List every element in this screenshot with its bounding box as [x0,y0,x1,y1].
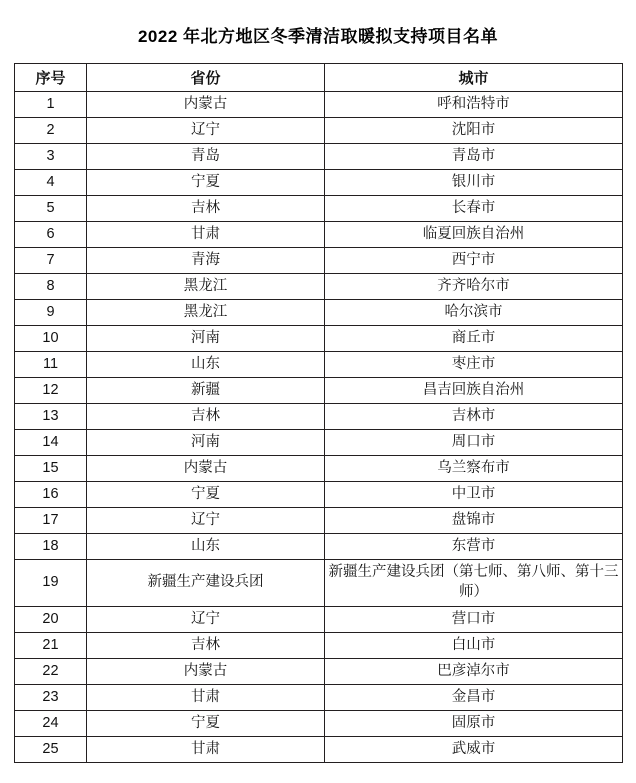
table-header [15,64,623,92]
table-header-row [15,64,623,92]
column-header-no: 序号 [15,64,87,92]
cell-no: 4 [15,170,87,196]
table-row [15,560,623,607]
cell-province: 宁夏 [87,170,325,196]
table-row [15,92,623,118]
table-row [15,607,623,633]
cell-city: 呼和浩特市 [325,92,623,118]
cell-province: 山东 [87,352,325,378]
cell-city: 周口市 [325,430,623,456]
cell-province: 吉林 [87,633,325,659]
cell-no: 12 [15,378,87,404]
cell-province: 内蒙古 [87,659,325,685]
cell-city: 枣庄市 [325,352,623,378]
cell-city: 哈尔滨市 [325,300,623,326]
cell-no: 22 [15,659,87,685]
cell-no: 2 [15,118,87,144]
cell-no: 19 [15,560,87,607]
cell-city: 临夏回族自治州 [325,222,623,248]
table-row [15,456,623,482]
cell-province: 辽宁 [87,118,325,144]
cell-city: 长春市 [325,196,623,222]
cell-province: 青海 [87,248,325,274]
cell-no: 3 [15,144,87,170]
table-body [15,92,623,763]
cell-province: 河南 [87,430,325,456]
table-row [15,222,623,248]
cell-no: 15 [15,456,87,482]
cell-city: 沈阳市 [325,118,623,144]
cell-no: 7 [15,248,87,274]
cell-province: 甘肃 [87,685,325,711]
cell-no: 18 [15,534,87,560]
cell-province: 新疆 [87,378,325,404]
table-row [15,430,623,456]
column-header-province: 省份 [87,64,325,92]
cell-no: 13 [15,404,87,430]
cell-city: 固原市 [325,711,623,737]
cell-province: 宁夏 [87,482,325,508]
cell-province: 河南 [87,326,325,352]
cell-no: 8 [15,274,87,300]
cell-province: 宁夏 [87,711,325,737]
cell-city: 昌吉回族自治州 [325,378,623,404]
table-row [15,378,623,404]
cell-city: 白山市 [325,633,623,659]
cell-no: 20 [15,607,87,633]
cell-city: 新疆生产建设兵团（第七师、第八师、第十三师） [325,560,623,607]
table-row [15,404,623,430]
cell-province: 甘肃 [87,737,325,763]
cell-city: 东营市 [325,534,623,560]
table-row [15,144,623,170]
cell-city: 营口市 [325,607,623,633]
cell-no: 6 [15,222,87,248]
table-row [15,170,623,196]
cell-no: 21 [15,633,87,659]
cell-city: 金昌市 [325,685,623,711]
cell-city: 乌兰察布市 [325,456,623,482]
table-row [15,711,623,737]
cell-city: 齐齐哈尔市 [325,274,623,300]
cell-no: 11 [15,352,87,378]
cell-city: 青岛市 [325,144,623,170]
cell-city: 武威市 [325,737,623,763]
cell-province: 新疆生产建设兵团 [87,560,325,607]
cell-no: 17 [15,508,87,534]
cell-no: 25 [15,737,87,763]
cell-province: 吉林 [87,404,325,430]
table-row [15,482,623,508]
cell-no: 24 [15,711,87,737]
table-row [15,300,623,326]
page-title: 2022 年北方地区冬季清洁取暖拟支持项目名单 [137,27,499,46]
project-list-table [14,63,623,763]
cell-city: 吉林市 [325,404,623,430]
table-row [15,326,623,352]
cell-city: 银川市 [325,170,623,196]
table-row [15,118,623,144]
table-row [15,196,623,222]
cell-no: 10 [15,326,87,352]
cell-province: 辽宁 [87,607,325,633]
cell-province: 黑龙江 [87,274,325,300]
table-row [15,659,623,685]
table-row [15,685,623,711]
cell-no: 1 [15,92,87,118]
cell-province: 甘肃 [87,222,325,248]
cell-no: 16 [15,482,87,508]
cell-province: 山东 [87,534,325,560]
column-header-city: 城市 [325,64,623,92]
cell-no: 23 [15,685,87,711]
table-row [15,248,623,274]
table-row [15,508,623,534]
cell-no: 5 [15,196,87,222]
cell-city: 西宁市 [325,248,623,274]
cell-city: 中卫市 [325,482,623,508]
table-row [15,534,623,560]
cell-province: 辽宁 [87,508,325,534]
cell-city: 盘锦市 [325,508,623,534]
cell-no: 9 [15,300,87,326]
cell-province: 内蒙古 [87,456,325,482]
cell-city: 商丘市 [325,326,623,352]
cell-no: 14 [15,430,87,456]
cell-city: 巴彦淖尔市 [325,659,623,685]
table-row [15,352,623,378]
cell-province: 内蒙古 [87,92,325,118]
table-row [15,633,623,659]
cell-province: 吉林 [87,196,325,222]
table-row [15,737,623,763]
cell-province: 青岛 [87,144,325,170]
cell-province: 黑龙江 [87,300,325,326]
table-row [15,274,623,300]
